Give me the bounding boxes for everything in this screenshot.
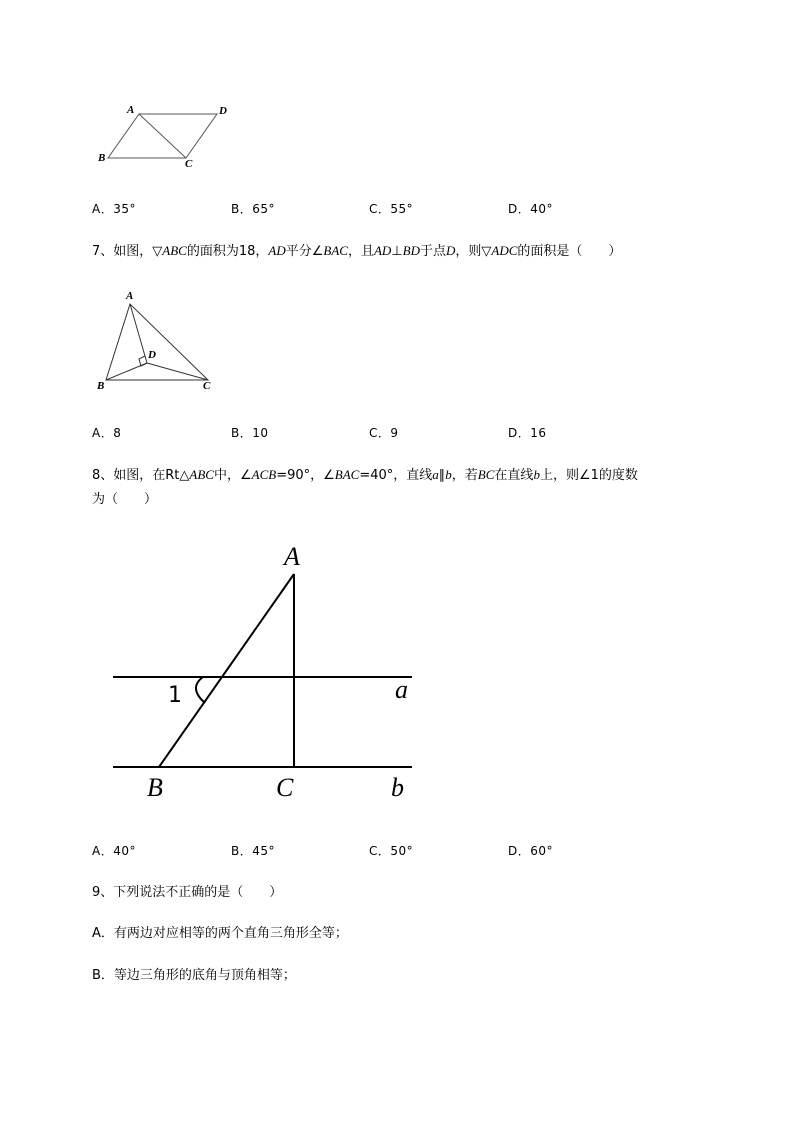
q6-label-d: D (219, 105, 227, 117)
q6-option-a[interactable]: A．35° (92, 202, 136, 216)
q8-label-B: B (147, 773, 163, 802)
q8-label-C: C (276, 773, 294, 802)
q7-label-b: B (97, 380, 105, 392)
q9-option-a[interactable]: A．有两边对应相等的两个直角三角形全等； (92, 926, 348, 941)
angle-1-arc (196, 677, 205, 703)
q8-question-line2: 为（ ） (92, 492, 158, 507)
q8-option-c[interactable]: C．50° (369, 844, 414, 858)
q9-option-b[interactable]: B．等边三角形的底角与顶角相等； (92, 968, 296, 983)
q7-label-a: A (126, 290, 134, 302)
q6-label-b: B (98, 152, 106, 164)
q6-option-b[interactable]: B．65° (231, 202, 276, 216)
q8-option-d[interactable]: D．60° (508, 844, 554, 858)
q8-label-A: A (284, 542, 300, 571)
q8-label-b: b (391, 773, 404, 802)
q8-option-b[interactable]: B．45° (231, 844, 276, 858)
segment-ab (159, 574, 294, 767)
q7-label-c: C (203, 380, 211, 392)
q8-option-a[interactable]: A．40° (92, 844, 136, 858)
q7-option-c[interactable]: C．9 (369, 426, 399, 440)
q6-label-a: A (127, 104, 135, 116)
q6-option-d[interactable]: D．40° (508, 202, 554, 216)
q9-question: 9、下列说法不正确的是（ ） (92, 885, 283, 900)
q8-label-a: a (395, 675, 408, 704)
q7-question: 7、如图，▽ABC的面积为18，AD平分∠BAC，且AD⊥BD于点D，则▽ADC的面积是（ ） (92, 243, 622, 259)
q7-option-b[interactable]: B．10 (231, 426, 269, 440)
q7-label-d: D (148, 349, 156, 361)
q8-label-angle-1: 1 (168, 683, 182, 708)
q6-label-c: C (185, 158, 193, 170)
q7-option-a[interactable]: A．8 (92, 426, 122, 440)
q6-option-c[interactable]: C．55° (369, 202, 414, 216)
q8-question-line1: 8、如图，在Rt△ABC中，∠ACB=90°，∠BAC=40°，直线a∥b，若BC在直线b上，则∠1的度数 (92, 467, 638, 483)
q7-option-d[interactable]: D．16 (508, 426, 547, 440)
